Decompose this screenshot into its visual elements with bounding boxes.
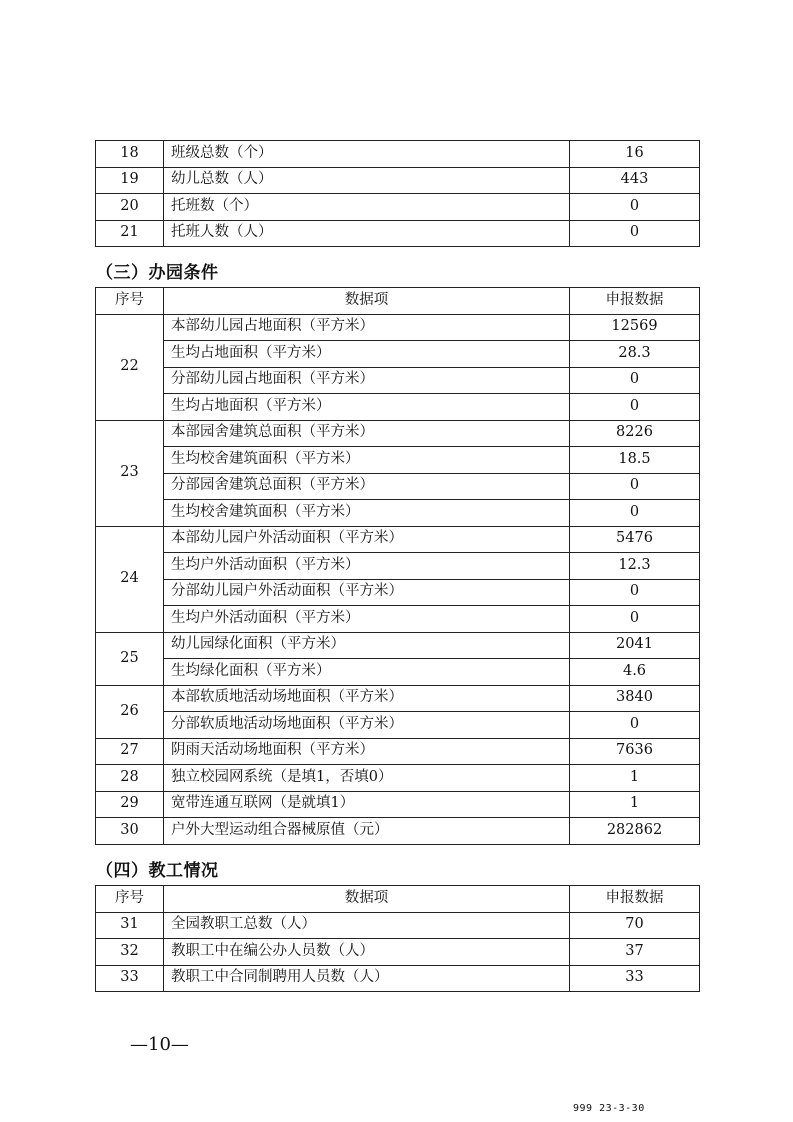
- table-row: [96, 526, 700, 553]
- row-item: 本部软质地活动场地面积（平方米）: [164, 685, 570, 712]
- row-value: 282862: [570, 818, 700, 845]
- row-value: 70: [570, 912, 700, 939]
- row-number: 30: [96, 818, 164, 845]
- table-row: [96, 738, 700, 765]
- row-item: 生均占地面积（平方米）: [164, 341, 570, 368]
- row-number: 27: [96, 738, 164, 765]
- row-number: 25: [96, 632, 164, 685]
- table-row: [96, 579, 700, 606]
- row-value: 0: [570, 473, 700, 500]
- table-row: [96, 194, 700, 221]
- row-item: 阴雨天活动场地面积（平方米）: [164, 738, 570, 765]
- row-item: 幼儿总数（人）: [164, 167, 570, 194]
- table-staff: [95, 885, 700, 992]
- header-no: 序号: [96, 886, 164, 913]
- table-row: [96, 606, 700, 633]
- table-row: [96, 632, 700, 659]
- row-value: 443: [570, 167, 700, 194]
- row-value: 12.3: [570, 553, 700, 580]
- row-item: 分部幼儿园占地面积（平方米）: [164, 367, 570, 394]
- row-value: 0: [570, 367, 700, 394]
- table-header-row: [96, 886, 700, 913]
- row-item: 分部软质地活动场地面积（平方米）: [164, 712, 570, 739]
- table-conditions: [95, 287, 700, 845]
- table-row: [96, 341, 700, 368]
- row-item: 教职工中在编公办人员数（人）: [164, 939, 570, 966]
- table-row: [96, 685, 700, 712]
- table-row: [96, 420, 700, 447]
- row-value: 33: [570, 965, 700, 992]
- table-row: [96, 965, 700, 992]
- row-item: 教职工中合同制聘用人员数（人）: [164, 965, 570, 992]
- table-row: [96, 447, 700, 474]
- row-value: 8226: [570, 420, 700, 447]
- table-row: [96, 141, 700, 168]
- row-item: 宽带连通互联网（是就填1）: [164, 791, 570, 818]
- table-row: [96, 394, 700, 421]
- row-value: 0: [570, 220, 700, 247]
- table-row: [96, 791, 700, 818]
- row-value: 1: [570, 765, 700, 792]
- row-value: 0: [570, 606, 700, 633]
- row-value: 12569: [570, 314, 700, 341]
- print-stamp: 999 23-3-30: [573, 1103, 645, 1114]
- row-number: 32: [96, 939, 164, 966]
- row-number: 29: [96, 791, 164, 818]
- row-value: 16: [570, 141, 700, 168]
- row-item: 分部幼儿园户外活动面积（平方米）: [164, 579, 570, 606]
- table-row: [96, 220, 700, 247]
- table-classes: [95, 140, 700, 247]
- row-item: 生均占地面积（平方米）: [164, 394, 570, 421]
- row-item: 独立校园网系统（是填1，否填0）: [164, 765, 570, 792]
- section-title-conditions: （三）办园条件: [96, 263, 219, 283]
- row-item: 幼儿园绿化面积（平方米）: [164, 632, 570, 659]
- table-row: [96, 765, 700, 792]
- row-number: 26: [96, 685, 164, 738]
- row-item: 本部园舍建筑总面积（平方米）: [164, 420, 570, 447]
- row-item: 生均校舍建筑面积（平方米）: [164, 447, 570, 474]
- row-number: 18: [96, 141, 164, 168]
- header-value: 申报数据: [570, 288, 700, 315]
- row-item: 本部幼儿园户外活动面积（平方米）: [164, 526, 570, 553]
- row-value: 0: [570, 194, 700, 221]
- row-number: 21: [96, 220, 164, 247]
- row-value: 4.6: [570, 659, 700, 686]
- row-item: 生均绿化面积（平方米）: [164, 659, 570, 686]
- row-value: 2041: [570, 632, 700, 659]
- table-row: [96, 553, 700, 580]
- table-row: [96, 314, 700, 341]
- row-value: 0: [570, 394, 700, 421]
- row-item: 生均户外活动面积（平方米）: [164, 553, 570, 580]
- row-value: 0: [570, 712, 700, 739]
- row-item: 托班数（个）: [164, 194, 570, 221]
- row-value: 0: [570, 500, 700, 527]
- row-number: 19: [96, 167, 164, 194]
- table-header-row: [96, 288, 700, 315]
- row-number: 28: [96, 765, 164, 792]
- header-item: 数据项: [164, 288, 570, 315]
- row-value: 0: [570, 579, 700, 606]
- row-value: 3840: [570, 685, 700, 712]
- table-row: [96, 818, 700, 845]
- row-item: 托班人数（人）: [164, 220, 570, 247]
- table-row: [96, 473, 700, 500]
- row-item: 生均户外活动面积（平方米）: [164, 606, 570, 633]
- header-no: 序号: [96, 288, 164, 315]
- table-classes-body: [96, 141, 700, 247]
- row-item: 本部幼儿园占地面积（平方米）: [164, 314, 570, 341]
- row-value: 7636: [570, 738, 700, 765]
- row-number: 20: [96, 194, 164, 221]
- header-value: 申报数据: [570, 886, 700, 913]
- row-value: 18.5: [570, 447, 700, 474]
- row-value: 37: [570, 939, 700, 966]
- row-number: 24: [96, 526, 164, 632]
- table-row: [96, 167, 700, 194]
- table-staff-body: [96, 912, 700, 992]
- row-value: 28.3: [570, 341, 700, 368]
- table-row: [96, 912, 700, 939]
- row-value: 1: [570, 791, 700, 818]
- table-row: [96, 712, 700, 739]
- row-item: 生均校舍建筑面积（平方米）: [164, 500, 570, 527]
- table-row: [96, 367, 700, 394]
- header-item: 数据项: [164, 886, 570, 913]
- table-row: [96, 500, 700, 527]
- row-number: 23: [96, 420, 164, 526]
- row-item: 班级总数（个）: [164, 141, 570, 168]
- row-number: 31: [96, 912, 164, 939]
- table-conditions-body: [96, 314, 700, 844]
- table-row: [96, 939, 700, 966]
- row-number: 33: [96, 965, 164, 992]
- row-item: 分部园舍建筑总面积（平方米）: [164, 473, 570, 500]
- row-number: 22: [96, 314, 164, 420]
- row-value: 5476: [570, 526, 700, 553]
- section-title-staff: （四）教工情况: [96, 861, 219, 881]
- table-row: [96, 659, 700, 686]
- page-number: —10—: [130, 1034, 189, 1055]
- row-item: 全园教职工总数（人）: [164, 912, 570, 939]
- row-item: 户外大型运动组合器械原值（元）: [164, 818, 570, 845]
